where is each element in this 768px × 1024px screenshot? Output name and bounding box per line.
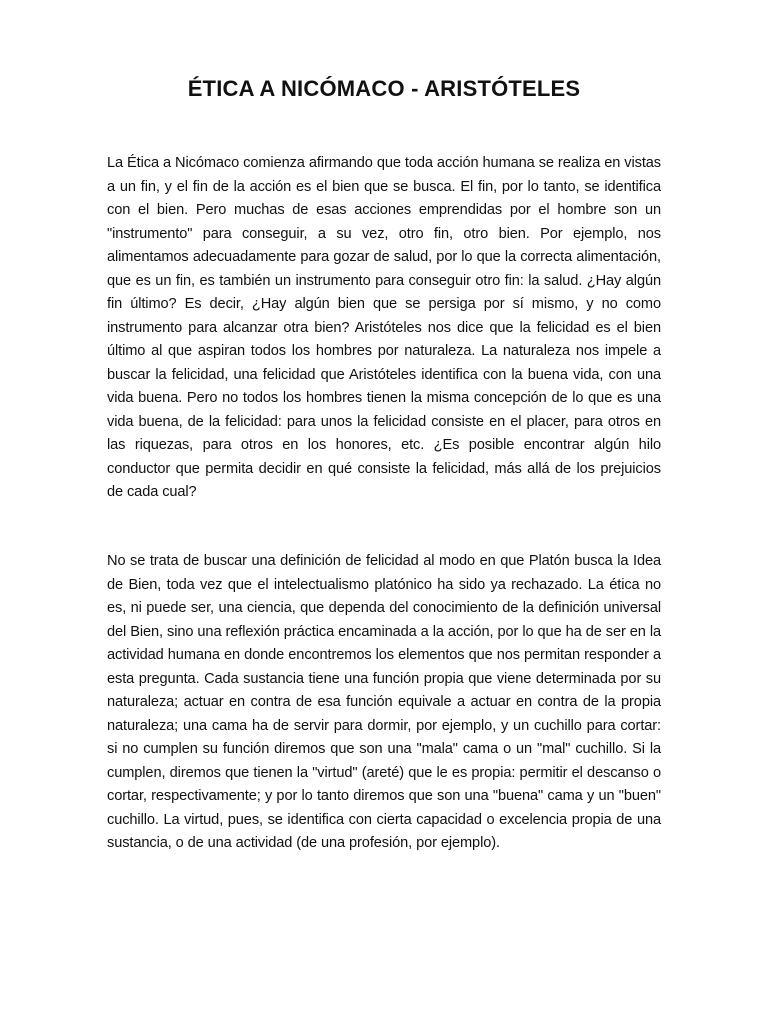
- paragraph-1: La Ética a Nicómaco comienza afirmando que toda acción humana se realiza en vistas a un fin, y el fin de la acción es el bien que se busca. El fin, por lo tanto, se identifica con el bien. Pero muchas de esas acciones emprendidas por el hombre son un "instrumento" para conseguir, a su vez, otro fin, otro bien. Por ejemplo, nos alimentamos adecuadamente para gozar de salud, por lo que la correcta alimentación, que es un fin, es también un instrumento para conseguir otro fin: la salud. ¿Hay algún fin último? Es decir, ¿Hay algún bien que se persiga por sí mismo, y no como instrumento para alcanzar otra bien? Aristóteles nos dice que la felicidad es el bien último al que aspiran todos los hombres por naturaleza. La naturaleza nos impele a buscar la felicidad, una felicidad que Aristóteles identifica con la buena vida, con una vida buena. Pero no todos los hombres tienen la misma concepción de lo que es una vida buena, de la felicidad: para unos la felicidad consiste en el placer, para otros en las riquezas, para otros en los honores, etc. ¿Es posible encontrar algún hilo conductor que permita decidir en qué consiste la felicidad, más allá de los prejuicios de cada cual?: [107, 155, 661, 500]
- document-title: ÉTICA A NICÓMACO - ARISTÓTELES: [187, 76, 581, 101]
- paragraph-2: No se trata de buscar una definición de felicidad al modo en que Platón busca la Idea de Bien, toda vez que el intelectualismo platónico ha sido ya rechazado. La ética no es, ni puede ser, una ciencia, que dependa del conocimiento de la definición universal del Bien, sino una reflexión práctica encaminada a la acción, por lo que ha de ser en la actividad humana en donde encontremos los elementos que nos permitan responder a esta pregunta. Cada sustancia tiene una función propia que viene determinada por su naturaleza; actuar en contra de esa función equivale a actuar en contra de la propia naturaleza; una cama ha de servir para dormir, por ejemplo, y un cuchillo para cortar: si no cumplen su función diremos que son una "mala" cama o un "mal" cuchillo. Si la cumplen, diremos que tienen la "virtud" (areté) que le es propia: permitir el descanso o cortar, respectivamente; y por lo tanto diremos que son una "buena" cama y un "buen" cuchillo. La virtud, pues, se identifica con cierta capacidad o excelencia propia de una sustancia, o de una actividad (de una profesión, por ejemplo).: [107, 553, 661, 851]
